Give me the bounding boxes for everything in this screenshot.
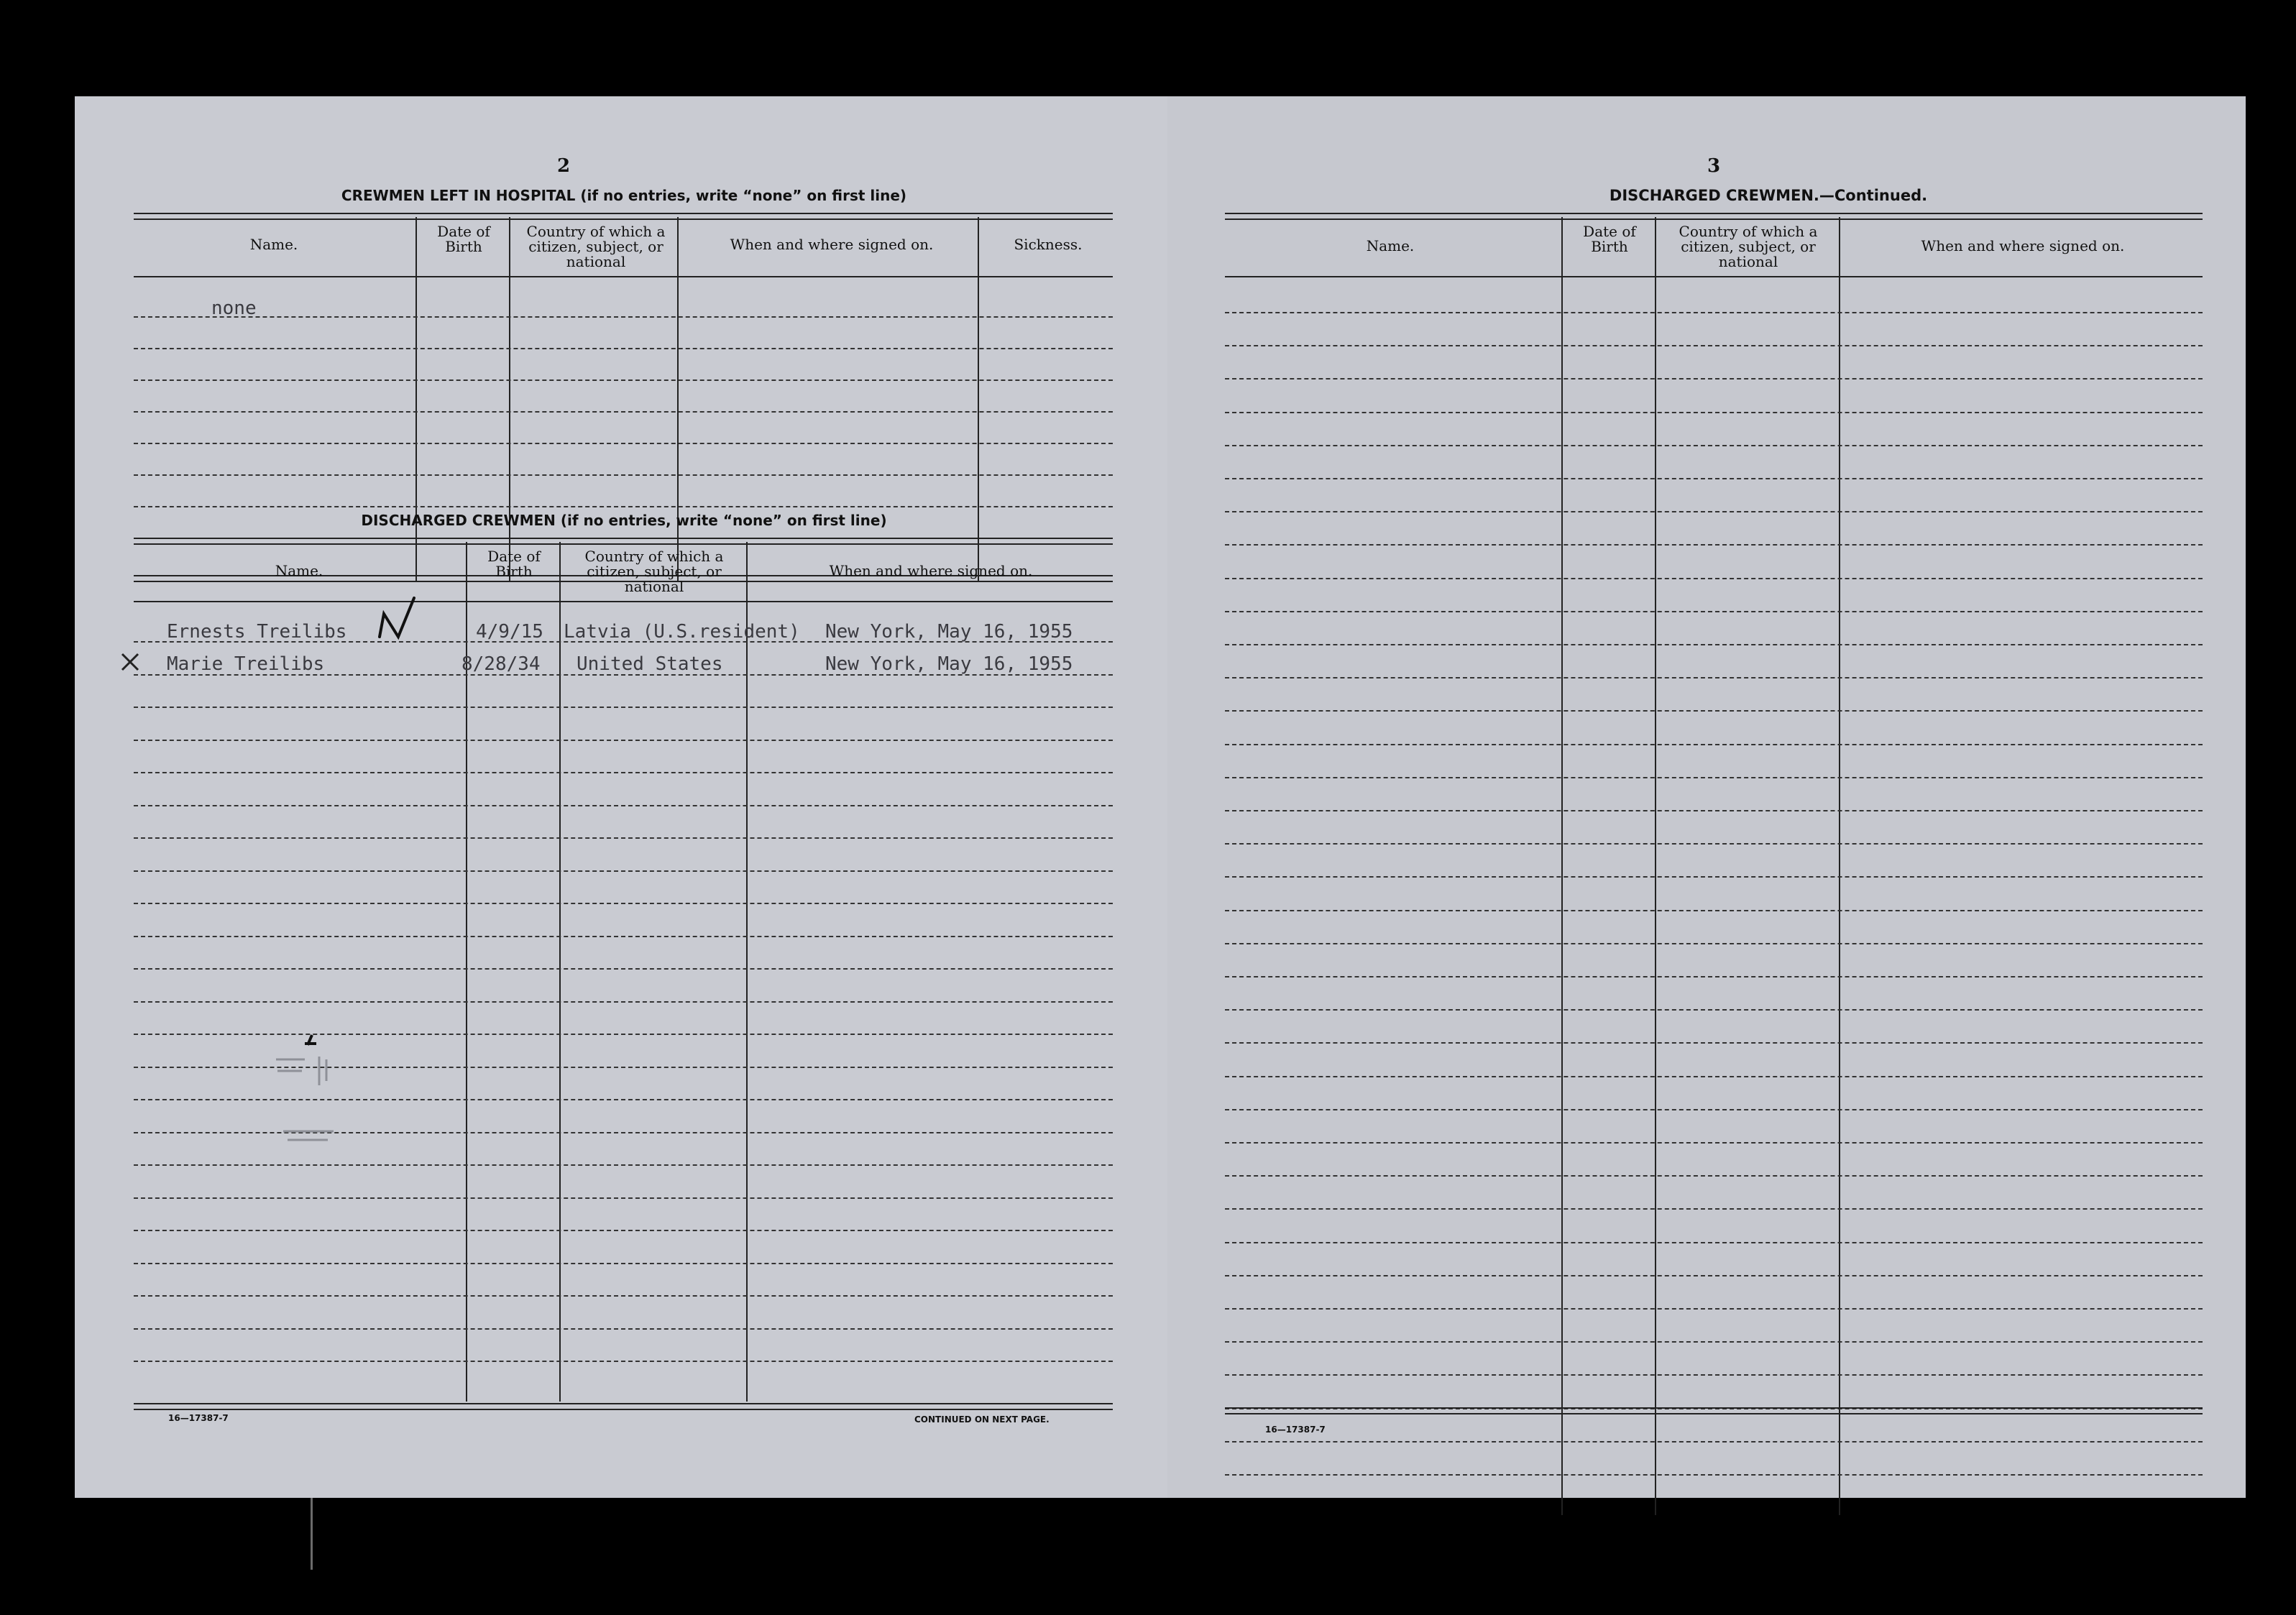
entry-line <box>1225 611 2203 612</box>
entry-line <box>134 805 1113 806</box>
entry-line <box>1225 1208 2203 1210</box>
entry-line <box>1225 445 2203 446</box>
table-bottom-rule <box>1225 1407 2203 1414</box>
entry-line <box>134 903 1113 904</box>
entry-line <box>1225 777 2203 778</box>
entry-line <box>134 474 1113 476</box>
col-header-dob: Date of Birth <box>437 223 490 255</box>
header-rule <box>1225 276 2203 277</box>
entry-line <box>1225 412 2203 413</box>
faint-stamp <box>247 1031 362 1160</box>
entry-line <box>134 870 1113 872</box>
discharged-name: Ernests Treilibs <box>167 621 347 643</box>
hospital-entry-none: none <box>211 298 257 319</box>
col-header-signed-on: When and where signed on. <box>730 236 934 253</box>
discharged-signed-on: New York, May 16, 1955 <box>825 621 1073 643</box>
entry-line <box>134 936 1113 937</box>
entry-line <box>134 968 1113 970</box>
col-header-name: Name. <box>1366 237 1415 254</box>
col-header-dob: Date of Birth <box>487 548 541 580</box>
entry-line <box>1225 677 2203 678</box>
entry-line <box>134 1263 1113 1264</box>
col-header-signed-on: When and where signed on. <box>1921 237 2125 254</box>
entry-line <box>1225 1042 2203 1044</box>
column-divider <box>746 542 748 1402</box>
continued-note: CONTINUED ON NEXT PAGE. <box>914 1414 1050 1425</box>
entry-line <box>1225 511 2203 512</box>
entry-line <box>134 740 1113 741</box>
entry-line <box>134 707 1113 708</box>
entry-line <box>134 772 1113 773</box>
entry-line <box>134 316 1113 318</box>
scan-artifact <box>311 1498 313 1570</box>
table-top-rule <box>1225 213 2203 220</box>
page-number: 3 <box>1707 155 1721 177</box>
entry-line <box>1225 976 2203 977</box>
entry-line <box>134 1361 1113 1362</box>
page-number: 2 <box>556 155 571 177</box>
column-divider <box>559 542 561 1402</box>
discharged-country: United States <box>577 653 723 675</box>
entry-line <box>1225 644 2203 645</box>
entry-line <box>1225 1009 2203 1011</box>
entry-line <box>1225 544 2203 546</box>
form-number: 16—17387-7 <box>1265 1425 1326 1435</box>
entry-line <box>1225 1076 2203 1077</box>
entry-line <box>1225 1374 2203 1376</box>
entry-line <box>1225 744 2203 745</box>
entry-line <box>134 443 1113 444</box>
hospital-section-title: CREWMEN LEFT IN HOSPITAL (if no entries, write “none” on first line) <box>341 187 907 204</box>
entry-line <box>134 1230 1113 1231</box>
entry-line <box>1225 1275 2203 1276</box>
entry-line <box>1225 345 2203 346</box>
left-page <box>75 96 1173 1498</box>
discharged-dob: 4/9/15 <box>476 621 543 643</box>
col-header-name: Name. <box>249 236 298 253</box>
table-bottom-rule <box>134 1403 1113 1410</box>
entry-line <box>134 1295 1113 1297</box>
entry-line <box>1225 378 2203 379</box>
section-title: DISCHARGED CREWMEN.—Continued. <box>1609 187 1928 204</box>
discharged-dob: 8/28/34 <box>462 653 541 675</box>
entry-line <box>1225 312 2203 313</box>
header-rule <box>134 601 1113 602</box>
checkmark-icon <box>369 592 427 650</box>
entry-line <box>1225 1441 2203 1443</box>
col-header-country: Country of which a citizen, subject, or national <box>584 548 724 595</box>
entry-line <box>134 379 1113 381</box>
entry-line <box>1225 810 2203 811</box>
entry-line <box>134 506 1113 507</box>
entry-line <box>134 1164 1113 1166</box>
col-header-sickness: Sickness. <box>1014 236 1083 253</box>
entry-line <box>134 1001 1113 1003</box>
entry-line <box>134 837 1113 839</box>
entry-line <box>1225 578 2203 579</box>
entry-line <box>1225 1242 2203 1243</box>
table-top-rule <box>134 213 1113 220</box>
col-header-country: Country of which a citizen, subject, or national <box>526 223 666 270</box>
entry-line <box>1225 1341 2203 1343</box>
entry-line <box>1225 710 2203 712</box>
entry-line <box>1225 1308 2203 1310</box>
entry-line <box>1225 910 2203 911</box>
x-mark-icon <box>118 650 142 674</box>
entry-line <box>1225 478 2203 479</box>
col-header-country: Country of which a citizen, subject, or national <box>1679 223 1818 270</box>
entry-line <box>1225 943 2203 944</box>
discharged-country: Latvia (U.S.resident) <box>564 621 800 643</box>
col-header-signed-on: When and where signed on. <box>829 562 1033 579</box>
entry-line <box>134 348 1113 349</box>
entry-line <box>134 1328 1113 1330</box>
entry-line <box>134 1197 1113 1199</box>
discharged-name: Marie Treilibs <box>167 653 325 675</box>
discharged-signed-on: New York, May 16, 1955 <box>825 653 1073 675</box>
entry-line <box>1225 1109 2203 1110</box>
entry-line <box>1225 1474 2203 1476</box>
entry-line <box>134 411 1113 413</box>
entry-line <box>1225 843 2203 845</box>
right-page <box>1167 96 2246 1498</box>
discharged-section-title: DISCHARGED CREWMEN (if no entries, write “none” on first line) <box>361 512 887 529</box>
col-header-dob: Date of Birth <box>1583 223 1636 255</box>
col-header-name: Name. <box>275 562 323 579</box>
header-rule <box>134 276 1113 277</box>
entry-line <box>1225 1175 2203 1177</box>
table-top-rule <box>134 538 1113 545</box>
form-number: 16—17387-7 <box>168 1413 229 1423</box>
entry-line <box>1225 876 2203 878</box>
entry-line <box>1225 1142 2203 1144</box>
